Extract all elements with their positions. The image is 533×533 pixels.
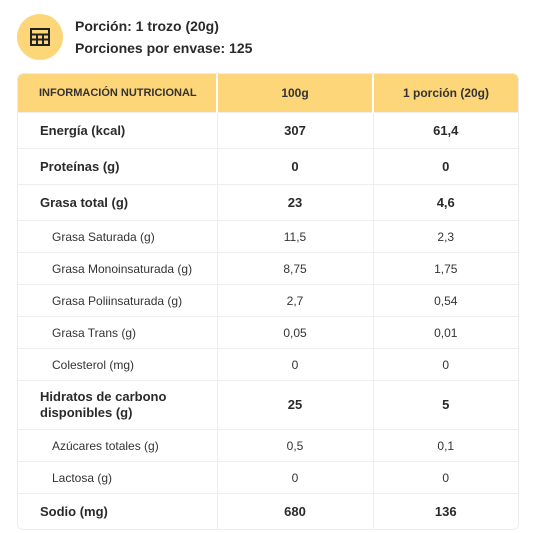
- nutrient-label: Sodio (mg): [18, 494, 217, 530]
- table-row: [18, 317, 518, 349]
- column-header-nutrient: INFORMACIÓN NUTRICIONAL: [18, 74, 217, 113]
- servings-per-container: Porciones por envase: 125: [75, 40, 253, 56]
- table-row: [18, 113, 518, 149]
- value-per-portion: 136: [373, 494, 518, 530]
- value-per-100g: 8,75: [217, 253, 373, 285]
- table-row: [18, 221, 518, 253]
- table-header-row: [18, 74, 518, 113]
- nutrient-label: Proteínas (g): [18, 149, 217, 185]
- table-row: [18, 462, 518, 494]
- table-row: [18, 430, 518, 462]
- value-per-portion: 0: [373, 149, 518, 185]
- nutrient-label: Colesterol (mg): [18, 349, 217, 381]
- value-per-portion: 0,01: [373, 317, 518, 349]
- nutrient-label: Energía (kcal): [18, 113, 217, 149]
- table-row: [18, 381, 518, 430]
- nutrition-table: [17, 73, 519, 530]
- nutrient-label: Azúcares totales (g): [18, 430, 217, 462]
- nutrient-label: Grasa Saturada (g): [18, 221, 217, 253]
- nutrient-label: Hidratos de carbono disponibles (g): [18, 381, 217, 430]
- column-header-per-100g: 100g: [217, 74, 373, 113]
- nutrient-label: Grasa Poliinsaturada (g): [18, 285, 217, 317]
- value-per-100g: 307: [217, 113, 373, 149]
- value-per-100g: 0: [217, 349, 373, 381]
- value-per-portion: 0: [373, 349, 518, 381]
- nutrient-label: Grasa Trans (g): [18, 317, 217, 349]
- value-per-100g: 23: [217, 185, 373, 221]
- value-per-portion: 61,4: [373, 113, 518, 149]
- value-per-portion: 2,3: [373, 221, 518, 253]
- nutrient-label: Grasa Monoinsaturada (g): [18, 253, 217, 285]
- serving-header: [17, 12, 252, 62]
- nutrient-label: Lactosa (g): [18, 462, 217, 494]
- value-per-100g: 0,5: [217, 430, 373, 462]
- value-per-100g: 11,5: [217, 221, 373, 253]
- table-row: [18, 285, 518, 317]
- portion-size: Porción: 1 trozo (20g): [75, 18, 219, 34]
- column-header-per-portion: 1 porción (20g): [373, 74, 518, 113]
- table-row: [18, 149, 518, 185]
- value-per-portion: 5: [373, 381, 518, 430]
- nutrient-label: Grasa total (g): [18, 185, 217, 221]
- value-per-100g: 680: [217, 494, 373, 530]
- table-row: [18, 349, 518, 381]
- table-row: [18, 253, 518, 285]
- value-per-portion: 4,6: [373, 185, 518, 221]
- value-per-100g: 0: [217, 462, 373, 494]
- table-row: [18, 185, 518, 221]
- value-per-portion: 0,54: [373, 285, 518, 317]
- table-row: [18, 494, 518, 530]
- value-per-100g: 2,7: [217, 285, 373, 317]
- table-grid-icon: [17, 14, 63, 60]
- value-per-portion: 0: [373, 462, 518, 494]
- value-per-portion: 1,75: [373, 253, 518, 285]
- value-per-100g: 25: [217, 381, 373, 430]
- value-per-100g: 0,05: [217, 317, 373, 349]
- value-per-portion: 0,1: [373, 430, 518, 462]
- value-per-100g: 0: [217, 149, 373, 185]
